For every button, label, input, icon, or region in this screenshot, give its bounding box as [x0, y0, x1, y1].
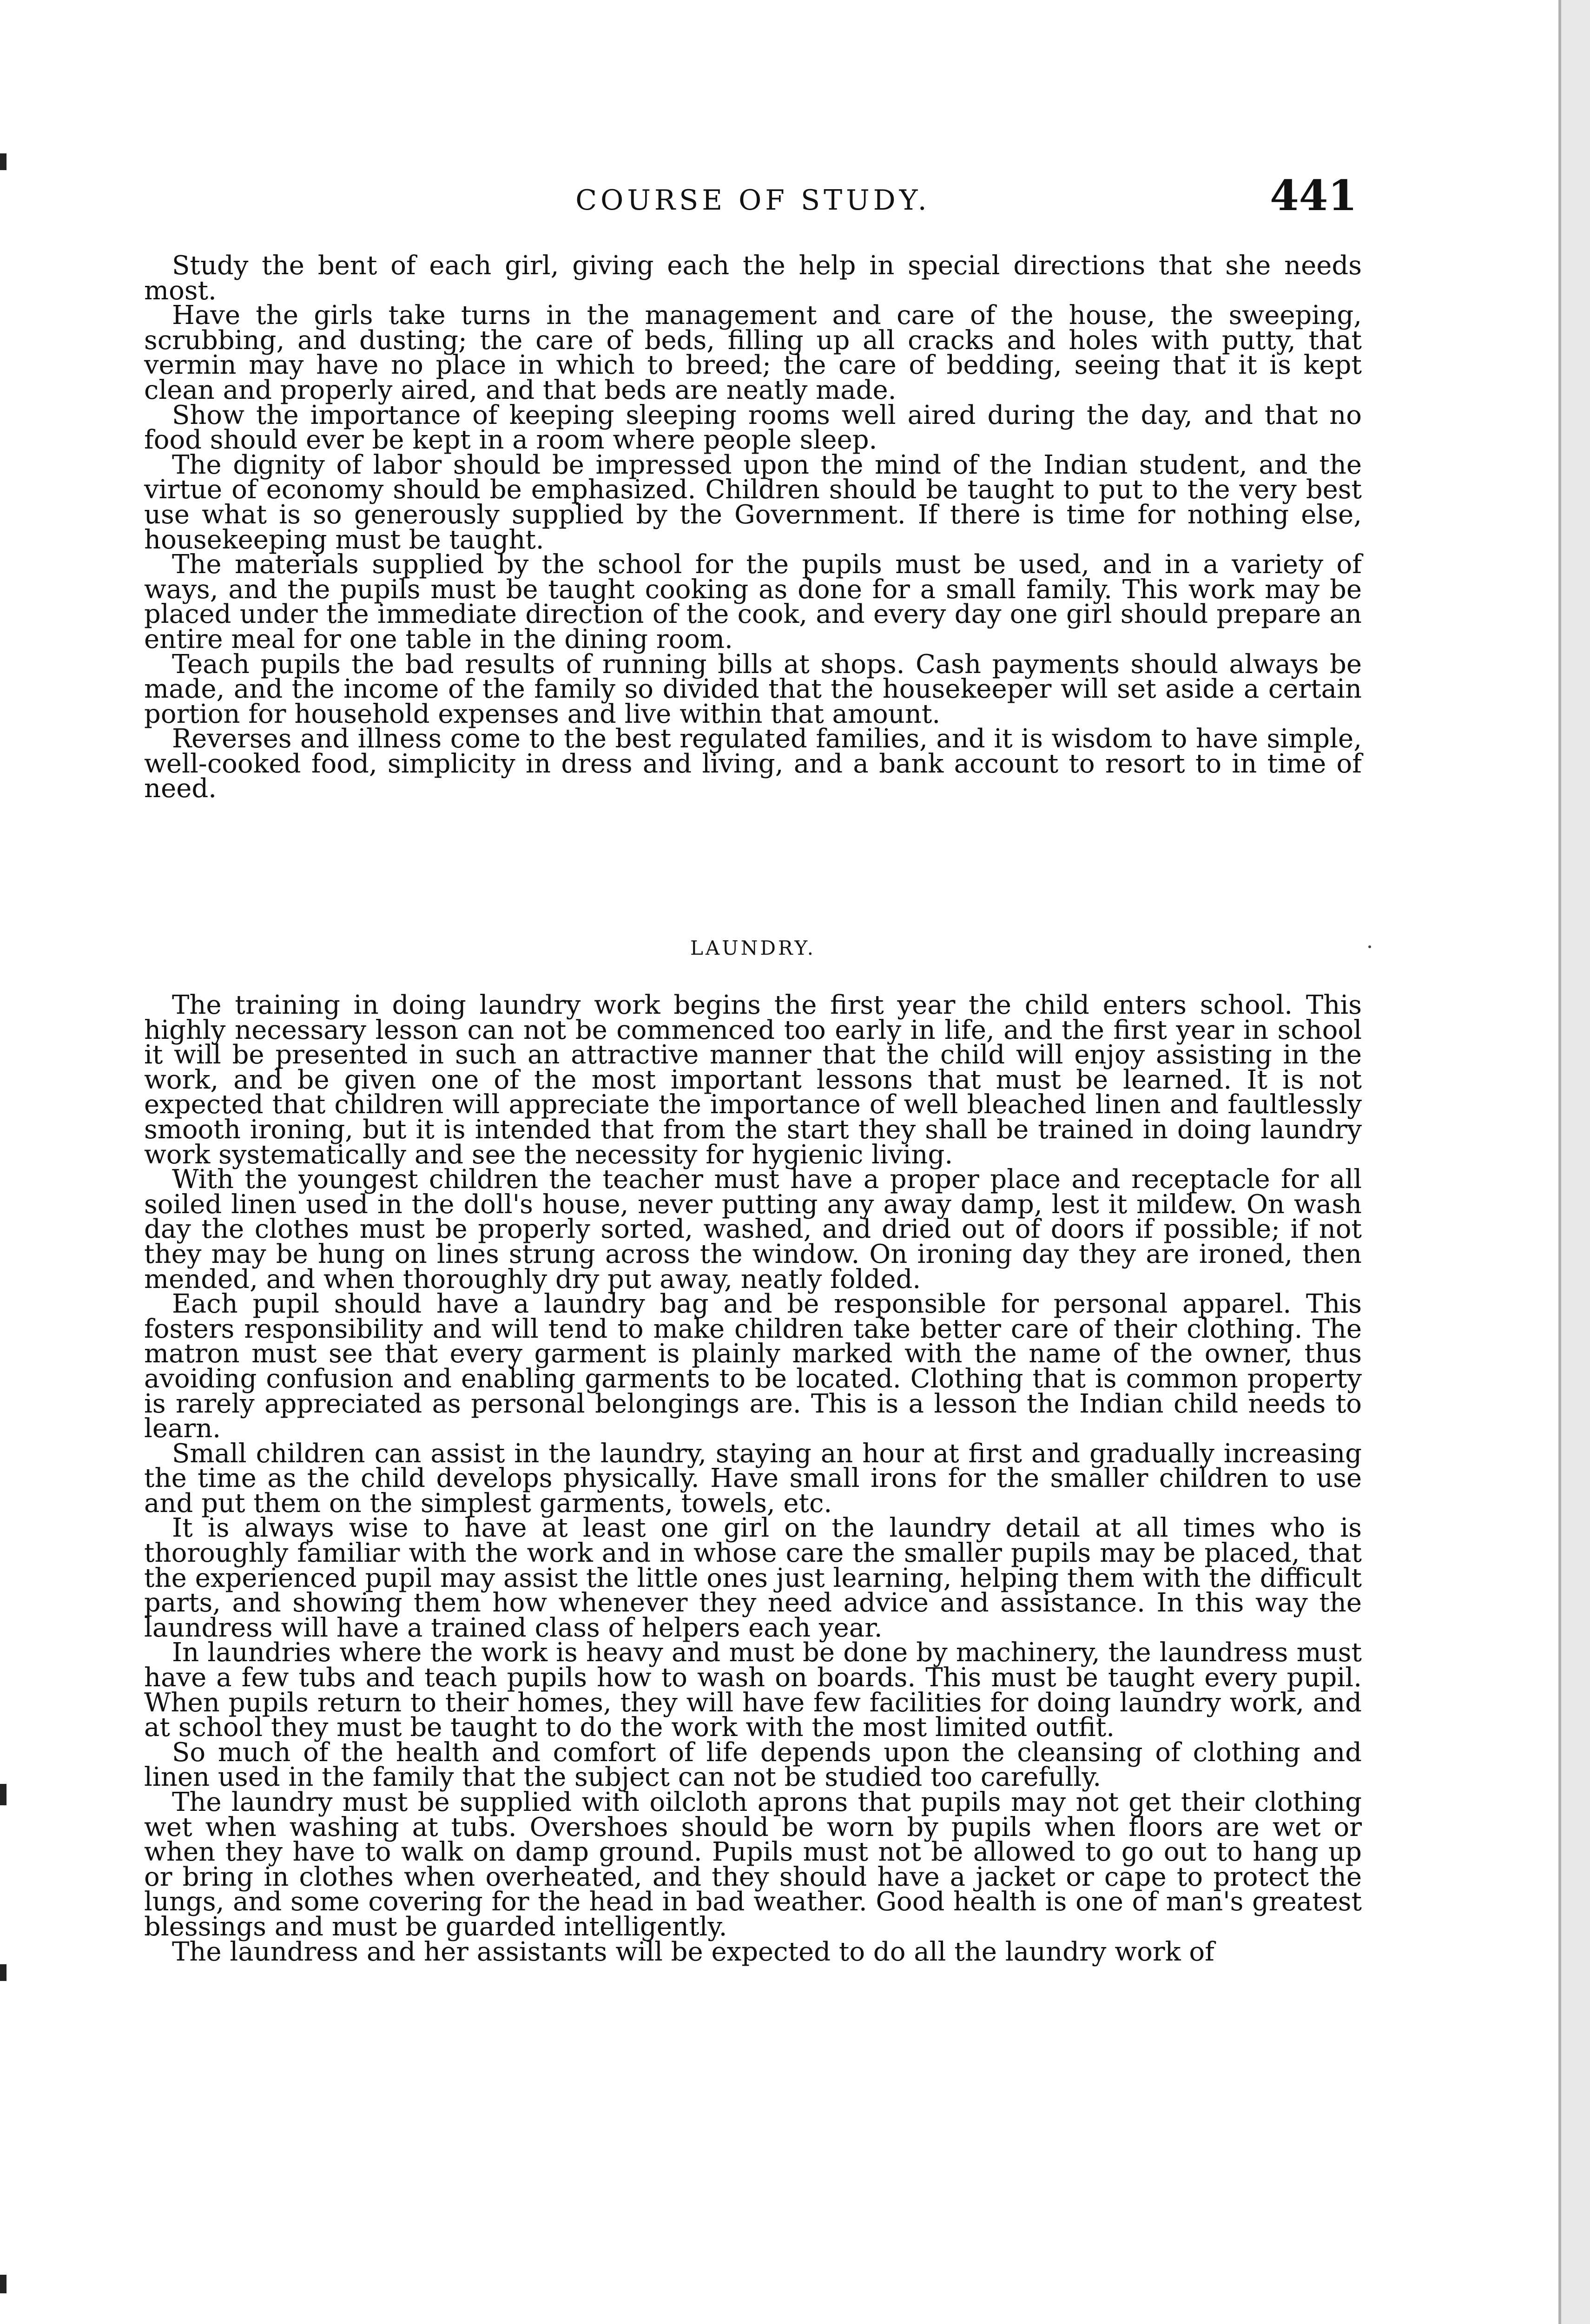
margin-mark	[0, 153, 7, 170]
paragraph: Show the importance of keeping sleeping rooms well aired during the day, and that no food should ever be kept in a room where people sleep.	[144, 400, 1362, 456]
paragraph: With the youngest children the teacher must have a proper place and receptacle for all soiled linen used in the doll's house, never putting any away damp, lest it mildew. On wash day the clothes must be properly sorted, washed, and dried out of doors if possible; if not they may be hung on lines strung across the window. On ironing day they are ironed, then mended, and when thoroughly dry put away, neatly folded.	[144, 1164, 1362, 1294]
margin-mark	[0, 1964, 7, 1981]
page-edge	[1558, 0, 1590, 2324]
paragraph: Reverses and illness come to the best regulated families, and it is wisdom to have simple, well-cooked food, simplicity in dress and living, and a bank account to resort to in time of need.	[144, 724, 1362, 804]
paragraph: Small children can assist in the laundry, staying an hour at first and gradually increasing the time as the child develops physically. Have small irons for the smaller children to use and put them on the simplest garments, towels, etc.	[144, 1438, 1362, 1519]
paragraph: The dignity of labor should be impressed upon the mind of the Indian student, and the virtue of economy should be emphasized. Children should be taught to put to the very best use what is so generously supplied by the Government. If there is time for nothing else, housekeeping must be taught.	[144, 449, 1362, 555]
paragraph: The laundress and her assistants will be expected to do all the laundry work of	[172, 1936, 1214, 1967]
section-title: LAUNDRY.	[690, 937, 816, 959]
margin-mark	[0, 1784, 7, 1805]
margin-mark	[0, 2275, 7, 2293]
laundry-text	[144, 990, 1362, 1967]
paragraph: So much of the health and comfort of life depends upon the cleansing of clothing and linen used in the family that the subject can not be studied too carefully.	[144, 1737, 1362, 1793]
paragraph: Each pupil should have a laundry bag and be responsible for personal apparel. This fosters responsibility and will tend to make children take better care of their clothing. The matron must see that every garment is plainly marked with the name of the owner, thus avoiding confusion and enabling garments to be located. Clothing that is common property is rarely appreciated as personal belongings are. This is a lesson the Indian child needs to learn.	[144, 1289, 1362, 1444]
paragraph: Study the bent of each girl, giving each the help in special directions that she needs most.	[144, 251, 1362, 306]
paragraph: The laundry must be supplied with oilcloth aprons that pupils may not get their clothing wet when washing at tubs. Overshoes should be worn by pupils when floors are wet or when they have to walk on damp ground. Pupils must not be allowed to go out to hang up or bring in clothes when overheated, and they should have a jacket or cape to protect the lungs, and some covering for the head in bad weather. Good health is one of man's greatest blessings and must be guarded intelligently.	[144, 1787, 1362, 1942]
page-header	[144, 171, 1362, 220]
housekeeping-text	[144, 251, 1362, 804]
paragraph: The materials supplied by the school for the pupils must be used, and in a variety of ways, and the pupils must be taught cooking as done for a small family. This work may be placed under the immediate direction of the cook, and every day one girl should prepare an entire meal for one table in the dining room.	[144, 549, 1362, 654]
ink-speck	[1368, 945, 1371, 948]
paragraph: It is always wise to have at least one girl on the laundry detail at all times who is thoroughly familiar with the work and in whose care the smaller pupils may be placed, that the experienced pupil may assist the little ones just learning, helping them with the difficult parts, and showing them how whenever they need advice and assistance. In this way the laundress will have a trained class of helpers each year.	[144, 1513, 1362, 1643]
paragraph: The training in doing laundry work begins the first year the child enters school. This highly necessary lesson can not be commenced too early in life, and the first year in school it will be presented in such an attractive manner that the child will enjoy assisting in the work, and be given one of the most important lessons that must be learned. It is not expected that children will appreciate the importance of well bleached linen and faultlessly smooth ironing, but it is intended that from the start they shall be trained in doing laundry work systematically and see the necessity for hygienic living.	[144, 990, 1362, 1170]
paragraph: In laundries where the work is heavy and must be done by machinery, the laundress must have a few tubs and teach pupils how to wash on boards. This must be taught every pupil. When pupils return to their homes, they will have few facilities for doing laundry work, and at school they must be taught to do the work with the most limited outfit.	[144, 1637, 1362, 1743]
running-head: COURSE OF STUDY.	[575, 184, 930, 217]
page-number: 441	[1270, 171, 1357, 220]
paragraph: Teach pupils the bad results of running bills at shops. Cash payments should always be made, and the income of the family so divided that the housekeeper will set aside a certain portion for household expenses and live within that amount.	[144, 649, 1362, 729]
paragraph: Have the girls take turns in the management and care of the house, the sweeping, scrubbing, and dusting; the care of beds, filling up all cracks and holes with putty, that vermin may have no place in which to breed; the care of bedding, seeing that it is kept clean and properly aired, and that beds are neatly made.	[144, 300, 1362, 405]
